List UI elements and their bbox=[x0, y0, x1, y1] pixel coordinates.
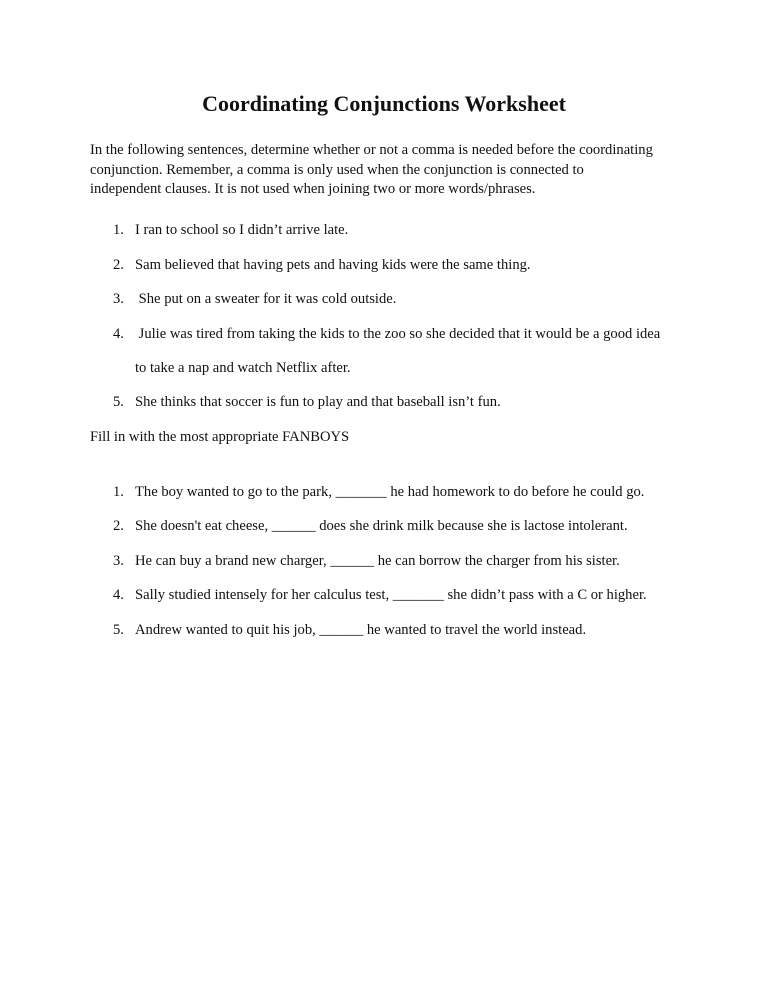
page-title: Coordinating Conjunctions Worksheet bbox=[202, 91, 566, 116]
item-number: 5. bbox=[113, 622, 124, 638]
item-text: I ran to school so I didn’t arrive late. bbox=[135, 222, 349, 238]
instructions-line: In the following sentences, determine whether or not a comma is needed before the coordinating bbox=[90, 142, 653, 158]
item-text: Andrew wanted to quit his job, ______ he wanted to travel the world instead. bbox=[135, 622, 587, 638]
item-number: 4. bbox=[113, 587, 124, 603]
item-number: 3. bbox=[113, 291, 124, 307]
item-number: 1. bbox=[113, 222, 124, 238]
list-item bbox=[113, 483, 644, 502]
item-text: She doesn't eat cheese, ______ does she drink milk because she is lactose intolerant. bbox=[135, 518, 628, 534]
list-item bbox=[113, 552, 620, 571]
item-text: The boy wanted to go to the park, _______ he had homework to do before he could go. bbox=[135, 484, 645, 500]
item-text-continuation: to take a nap and watch Netflix after. bbox=[135, 360, 351, 376]
list-item bbox=[113, 393, 501, 412]
list-item bbox=[113, 221, 348, 240]
item-text: Sam believed that having pets and having kids were the same thing. bbox=[135, 257, 531, 273]
item-number: 5. bbox=[113, 394, 124, 410]
list-item bbox=[113, 290, 396, 309]
instructions-line: independent clauses. It is not used when joining two or more words/phrases. bbox=[90, 181, 536, 197]
item-text: He can buy a brand new charger, ______ he can borrow the charger from his sister. bbox=[135, 553, 620, 569]
list-item bbox=[113, 586, 647, 605]
list-item bbox=[113, 621, 586, 640]
instructions-line: conjunction. Remember, a comma is only used when the conjunction is connected to bbox=[90, 161, 584, 178]
item-number: 2. bbox=[113, 518, 124, 534]
item-text: She thinks that soccer is fun to play and that baseball isn’t fun. bbox=[135, 394, 501, 410]
item-number: 3. bbox=[113, 553, 124, 569]
item-text: Julie was tired from taking the kids to the zoo so she decided that it would be a good idea bbox=[135, 326, 661, 342]
list-item bbox=[113, 325, 660, 344]
instructions-paragraph bbox=[90, 141, 700, 200]
item-text: She put on a sweater for it was cold outside. bbox=[135, 291, 397, 307]
section-heading: Fill in with the most appropriate FANBOYS bbox=[90, 429, 350, 445]
item-number: 2. bbox=[113, 257, 124, 273]
item-text: Sally studied intensely for her calculus test, _______ she didn’t pass with a C or higher. bbox=[135, 587, 647, 603]
list-item bbox=[113, 517, 628, 536]
item-number: 1. bbox=[113, 484, 124, 500]
list-item bbox=[113, 256, 531, 275]
item-number: 4. bbox=[113, 326, 124, 342]
